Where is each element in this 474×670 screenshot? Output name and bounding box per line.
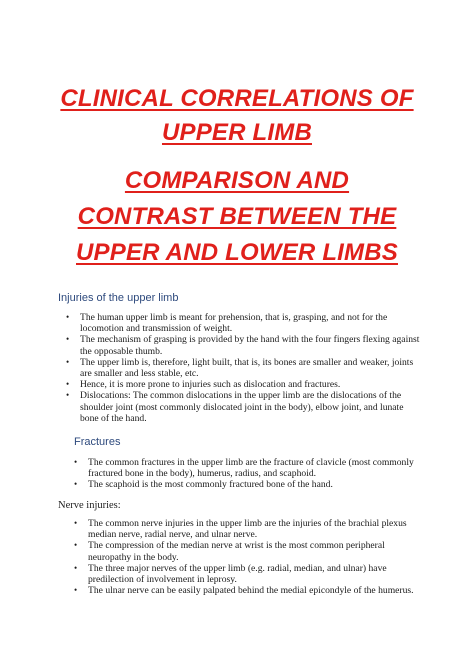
title-line-3: COMPARISON AND [124,167,350,194]
injuries-list [66,312,420,424]
list-item: • The upper limb is, therefore, light built, that is, its bones are smaller and weaker, joints are smaller and less stable, etc. [66,356,414,380]
bullet-icon: • [66,312,70,322]
list-item: • The common nerve injuries in the upper limb are the injuries of the brachial plexus median nerve, radial nerve, and ulnar nerve. [74,518,407,541]
list-item: • The common fractures in the upper limb are the fracture of clavicle (most commonly fractured bone in the body), humerus, radius, and scaphoid. [74,457,414,480]
nerve-injuries-list [74,518,424,596]
bullet-icon: • [74,518,78,528]
document-title-part-1 [0,82,474,150]
document-title-part-2 [0,163,474,271]
bullet-icon: • [74,562,78,573]
section-heading-injuries: Injuries of the upper limb [58,292,179,304]
bullet-icon: • [66,390,70,401]
bullet-icon: • [74,457,78,467]
list-item: • The mechanism of grasping is provided by the hand with the four fingers flexing against the opposable thumb. [66,334,420,357]
bullet-icon: • [74,540,78,551]
list-item: • The ulnar nerve can be easily palpated behind the medial epicondyle of the humerus. [74,585,414,597]
list-item: • The compression of the median nerve at wrist is the most common peripheral neuropathy in the body. [74,540,385,563]
section-heading-nerve-injuries: Nerve injuries: [58,500,121,511]
list-item: • Dislocations: The common dislocations in the upper limb are the dislocations of the shoulder joint (most commonly dislocated joint in the body), elbow joint, and lunate bone of the hand. [66,390,404,424]
title-line-2: UPPER LIMB [161,119,312,146]
bullet-icon: • [66,334,70,345]
bullet-icon: • [66,356,70,367]
list-item: • Hence, it is more prone to injuries such as dislocation and fractures. [66,379,341,391]
title-line-5: UPPER AND LOWER LIMBS [76,239,398,266]
bullet-icon: • [66,379,70,390]
section-heading-fractures: Fractures [74,436,121,448]
title-line-4: CONTRAST BETWEEN THE [77,203,397,230]
list-item: • The human upper limb is meant for prehension, that is, grasping, and not for the locomotion and transmission of weight. [66,312,388,335]
title-line-1: CLINICAL CORRELATIONS OF [60,85,414,112]
bullet-icon: • [74,479,78,490]
fractures-list [74,457,424,491]
list-item: • The scaphoid is the most commonly fractured bone of the hand. [74,479,333,491]
list-item: • The three major nerves of the upper limb (e.g. radial, median, and ulnar) have predilection of involvement in leprosy. [74,562,387,586]
bullet-icon: • [74,585,78,596]
